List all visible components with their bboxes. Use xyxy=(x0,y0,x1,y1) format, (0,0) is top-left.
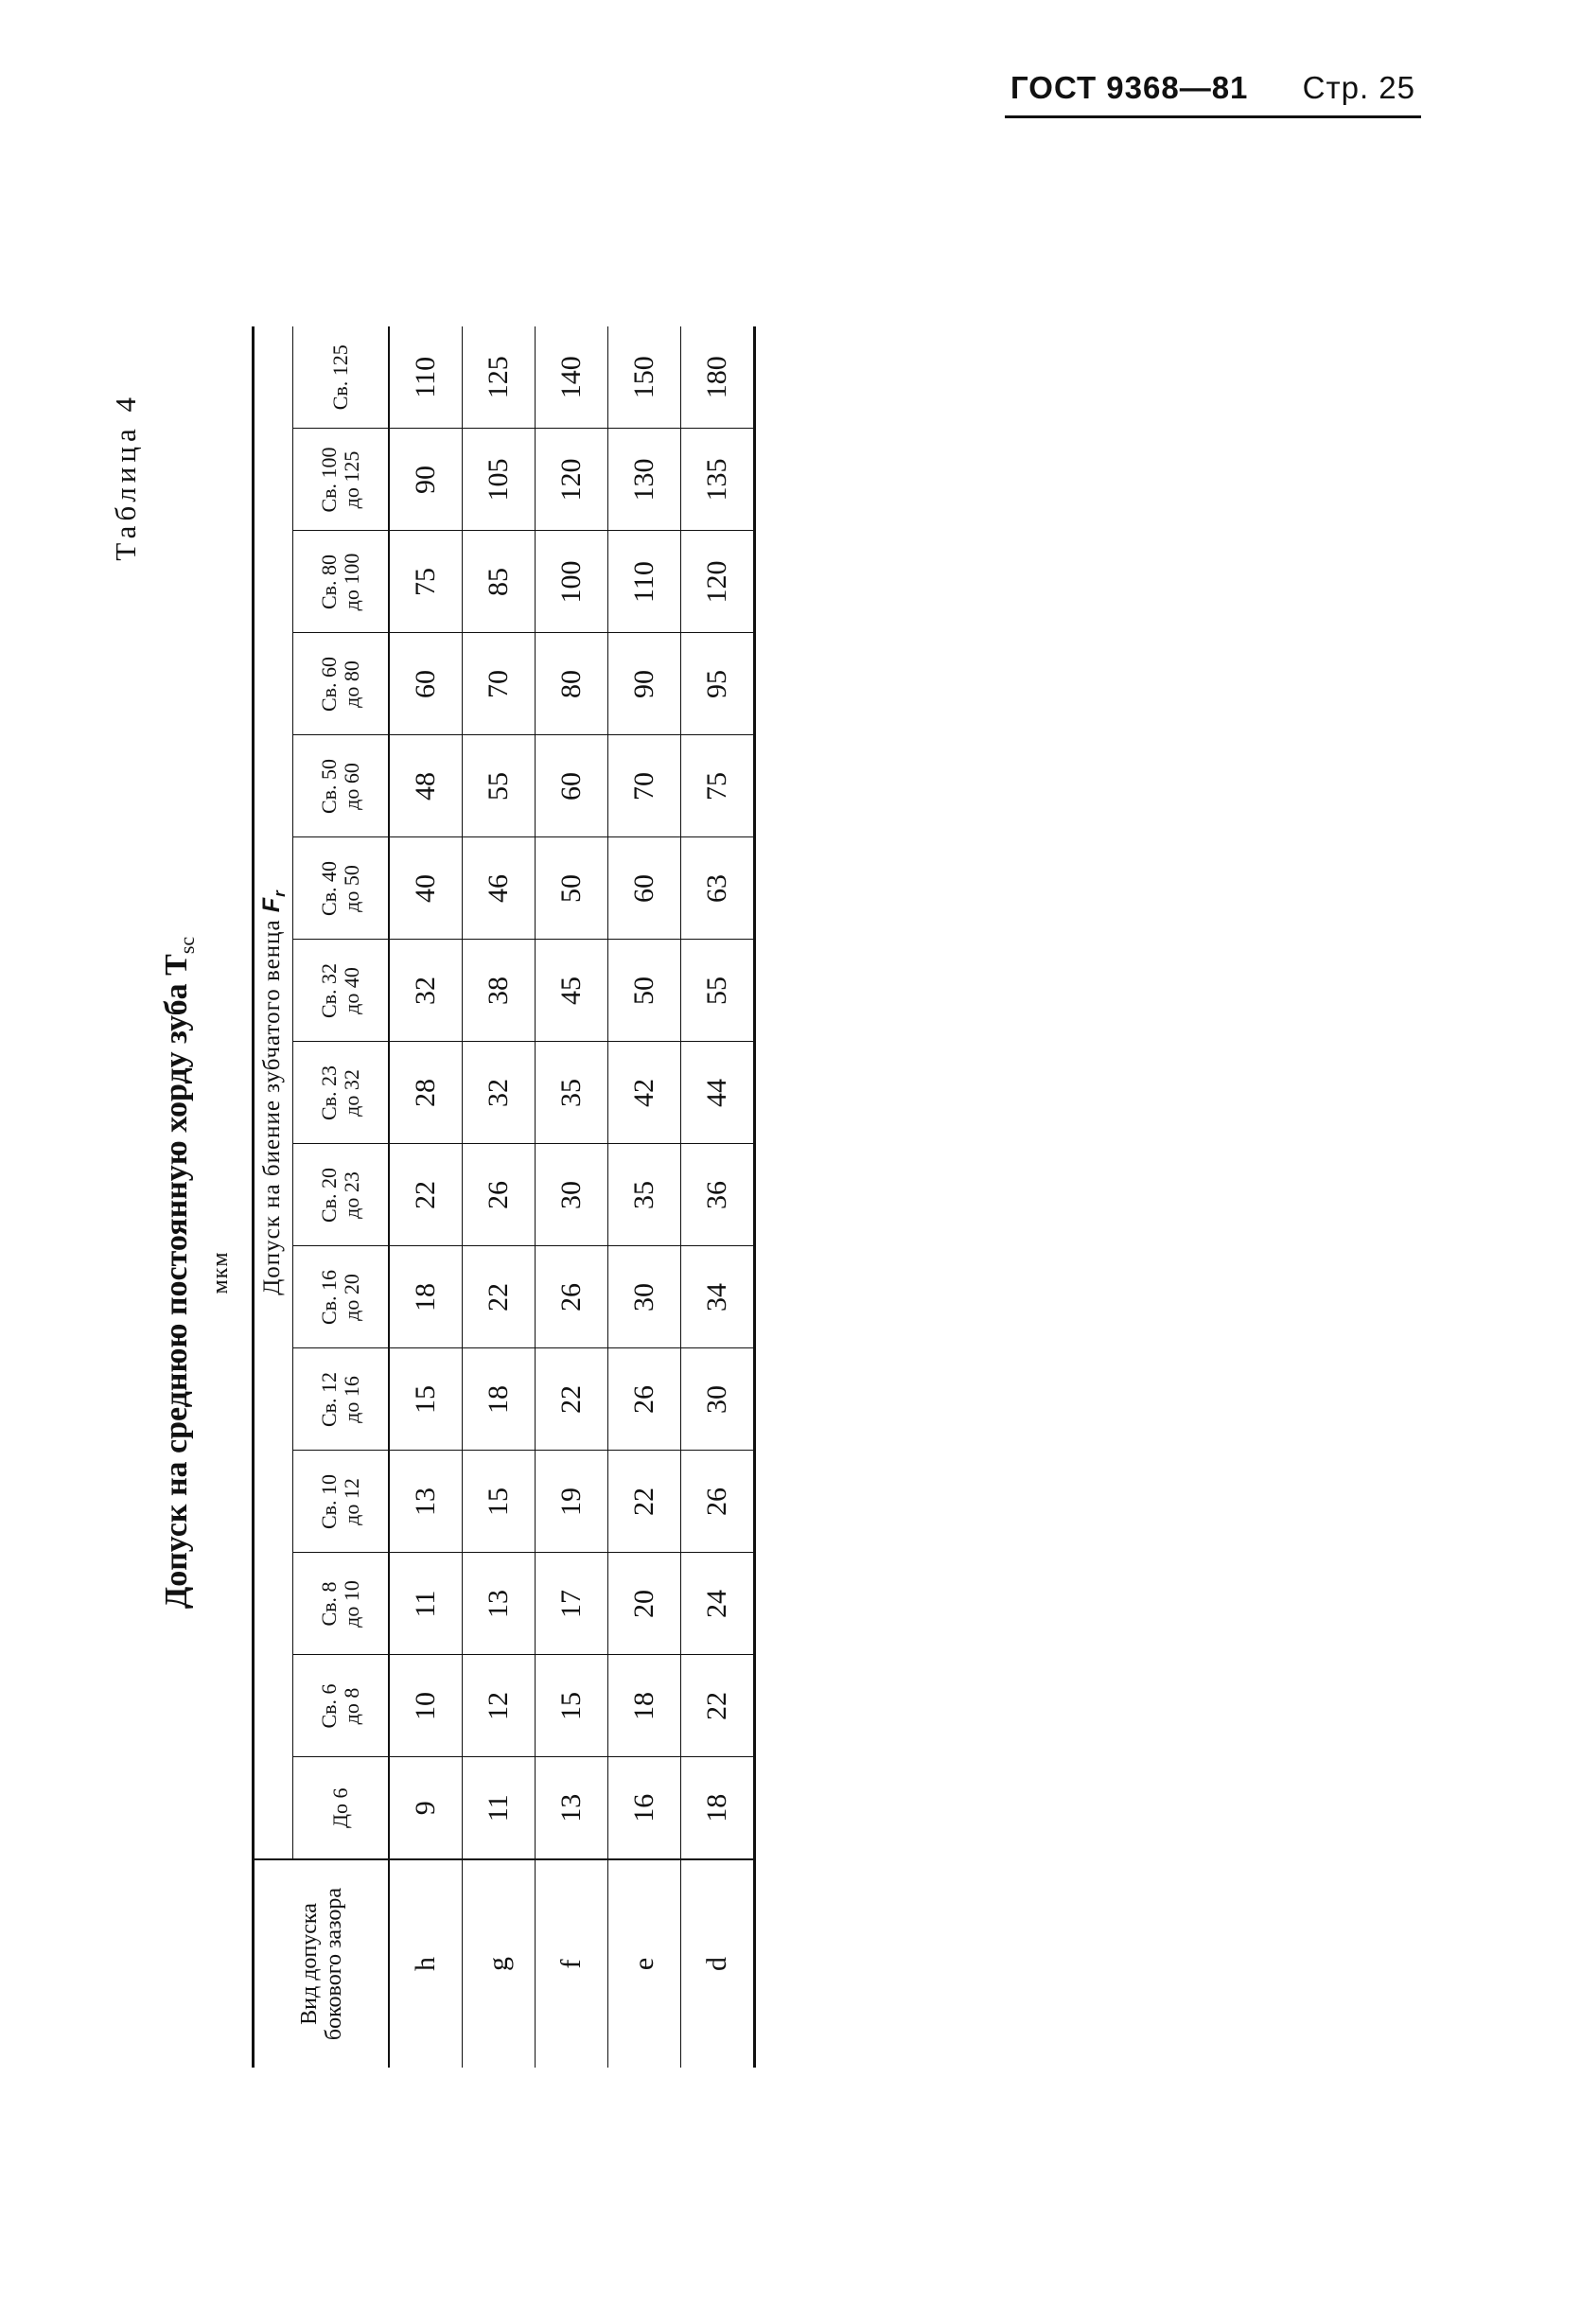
tolerance-value-cell: 150 xyxy=(608,326,681,429)
column-header-line-1: Св. 20 xyxy=(317,1167,341,1224)
tolerance-value-cell: 135 xyxy=(681,429,755,531)
tolerance-value-cell: 13 xyxy=(463,1553,536,1655)
tolerance-value-cell: 13 xyxy=(389,1451,463,1553)
tolerance-value-cell: 110 xyxy=(608,531,681,633)
column-header xyxy=(293,1144,390,1246)
table-row xyxy=(389,326,463,2068)
tolerance-value-cell: 9 xyxy=(389,1757,463,1859)
tolerance-value-cell: 95 xyxy=(681,633,755,735)
page-header xyxy=(1005,68,1421,118)
column-header-line-1: Св. 80 xyxy=(317,554,341,610)
column-header-line-2: до 40 xyxy=(340,967,363,1014)
tolerance-value-cell: 55 xyxy=(681,940,755,1042)
tolerance-value-cell: 50 xyxy=(608,940,681,1042)
tolerance-value-cell: 120 xyxy=(536,429,608,531)
clearance-kind-cell: f xyxy=(536,1859,608,2068)
standard-number: ГОСТ 9368—81 xyxy=(1010,70,1249,105)
tolerance-value-cell: 32 xyxy=(389,940,463,1042)
tolerance-value-cell: 15 xyxy=(463,1451,536,1553)
tolerance-value-cell: 44 xyxy=(681,1042,755,1144)
tolerance-value-cell: 105 xyxy=(463,429,536,531)
tolerance-value-cell: 15 xyxy=(389,1348,463,1451)
column-header xyxy=(293,1553,390,1655)
tolerance-value-cell: 60 xyxy=(389,633,463,735)
column-header-line-2: до 10 xyxy=(340,1580,363,1628)
tolerance-value-cell: 50 xyxy=(536,837,608,940)
column-header-line-2: до 8 xyxy=(340,1687,363,1725)
column-header-line-2: до 60 xyxy=(340,763,363,810)
tolerance-value-cell: 18 xyxy=(608,1655,681,1757)
tolerance-value-cell: 24 xyxy=(681,1553,755,1655)
table-label: Таблица 4 xyxy=(109,393,142,561)
tolerance-value-cell: 22 xyxy=(608,1451,681,1553)
column-header xyxy=(293,1655,390,1757)
column-header xyxy=(293,1451,390,1553)
tolerance-value-cell: 26 xyxy=(536,1246,608,1348)
table-row xyxy=(463,326,536,2068)
column-header-line-2: до 125 xyxy=(340,450,363,509)
table-row xyxy=(608,326,681,2068)
column-header xyxy=(293,735,390,837)
column-header-line-1: Св. 8 xyxy=(317,1581,341,1627)
tolerance-value-cell: 100 xyxy=(536,531,608,633)
tolerance-value-cell: 36 xyxy=(681,1144,755,1246)
tolerance-value-cell: 18 xyxy=(389,1246,463,1348)
group-header-symbol: $F_r$ xyxy=(257,889,289,913)
tolerance-value-cell: 26 xyxy=(608,1348,681,1451)
tolerance-value-cell: 17 xyxy=(536,1553,608,1655)
tolerance-value-cell: 110 xyxy=(389,326,463,429)
column-header xyxy=(293,1246,390,1348)
column-header-line-2: до 80 xyxy=(340,660,363,708)
column-header-line-1: Св. 12 xyxy=(317,1371,341,1428)
clearance-kind-cell: d xyxy=(681,1859,755,2068)
group-header xyxy=(254,326,293,1859)
tolerance-value-cell: 80 xyxy=(536,633,608,735)
tolerance-value-cell: 12 xyxy=(463,1655,536,1757)
table-title-subscript: sc xyxy=(174,936,199,955)
column-header xyxy=(293,837,390,940)
tolerance-value-cell: 13 xyxy=(536,1757,608,1859)
column-header-row xyxy=(293,326,390,2068)
column-header-line-1: Св. 23 xyxy=(317,1065,341,1121)
page-number: Стр. 25 xyxy=(1302,70,1415,105)
group-header-text: Допуск на биение зубчатого венца xyxy=(258,919,285,1295)
clearance-kind-cell: e xyxy=(608,1859,681,2068)
tolerance-value-cell: 48 xyxy=(389,735,463,837)
column-header-line-2: до 20 xyxy=(340,1274,363,1321)
row-header-line-1: Вид допуска xyxy=(296,1903,322,2025)
tolerance-value-cell: 42 xyxy=(608,1042,681,1144)
tolerance-value-cell: 60 xyxy=(608,837,681,940)
tolerance-value-cell: 55 xyxy=(463,735,536,837)
table-title-text: Допуск на среднюю постоянную хорду зуба T xyxy=(159,954,194,1610)
tolerance-value-cell: 20 xyxy=(608,1553,681,1655)
tolerance-value-cell: 140 xyxy=(536,326,608,429)
tolerance-value-cell: 90 xyxy=(389,429,463,531)
tolerance-value-cell: 16 xyxy=(608,1757,681,1859)
clearance-kind-cell: g xyxy=(463,1859,536,2068)
column-header-line-1: Св. 16 xyxy=(317,1269,341,1326)
column-header-line-1: Св. 50 xyxy=(317,758,341,815)
column-header-line-1: Св. 32 xyxy=(317,962,341,1019)
tolerance-value-cell: 22 xyxy=(536,1348,608,1451)
tolerance-value-cell: 22 xyxy=(389,1144,463,1246)
column-header-line-2: до 23 xyxy=(340,1171,363,1219)
column-header-line-1: Св. 60 xyxy=(317,656,341,713)
tolerance-value-cell: 35 xyxy=(608,1144,681,1246)
tolerance-value-cell: 120 xyxy=(681,531,755,633)
tolerance-value-cell: 40 xyxy=(389,837,463,940)
tolerance-value-cell: 10 xyxy=(389,1655,463,1757)
clearance-kind-cell: h xyxy=(389,1859,463,2068)
tolerance-value-cell: 30 xyxy=(536,1144,608,1246)
tolerance-value-cell: 85 xyxy=(463,531,536,633)
tolerance-value-cell: 38 xyxy=(463,940,536,1042)
tolerance-value-cell: 90 xyxy=(608,633,681,735)
row-header-line-2: бокового зазора xyxy=(321,1887,346,2041)
column-header-line-1: Св. 10 xyxy=(317,1473,341,1530)
column-header xyxy=(293,1348,390,1451)
table-title xyxy=(159,326,200,2219)
column-header xyxy=(293,633,390,735)
column-header-line-1: Св. 125 xyxy=(328,344,352,411)
tolerance-value-cell: 34 xyxy=(681,1246,755,1348)
tolerance-value-cell: 26 xyxy=(463,1144,536,1246)
tolerance-value-cell: 26 xyxy=(681,1451,755,1553)
column-header xyxy=(293,1757,390,1859)
table-row xyxy=(681,326,755,2068)
tolerance-value-cell: 70 xyxy=(608,735,681,837)
tolerance-value-cell: 30 xyxy=(681,1348,755,1451)
tolerance-value-cell: 60 xyxy=(536,735,608,837)
tolerance-value-cell: 18 xyxy=(463,1348,536,1451)
tolerance-value-cell: 75 xyxy=(681,735,755,837)
row-header-cell xyxy=(254,1859,390,2068)
column-header-line-2: до 100 xyxy=(340,553,363,611)
tolerance-value-cell: 18 xyxy=(681,1757,755,1859)
unit-label: мкм xyxy=(208,1251,233,1294)
tolerance-value-cell: 11 xyxy=(463,1757,536,1859)
tolerance-value-cell: 70 xyxy=(463,633,536,735)
column-header xyxy=(293,940,390,1042)
tolerance-value-cell: 125 xyxy=(463,326,536,429)
tolerance-value-cell: 15 xyxy=(536,1655,608,1757)
tolerance-value-cell: 28 xyxy=(389,1042,463,1144)
column-header-line-1: Св. 6 xyxy=(317,1683,341,1729)
column-header-line-2: до 32 xyxy=(340,1069,363,1117)
tolerance-value-cell: 130 xyxy=(608,429,681,531)
table-body xyxy=(389,326,755,2068)
column-header xyxy=(293,429,390,531)
column-header-line-2: до 16 xyxy=(340,1376,363,1423)
column-header-line-1: Св. 100 xyxy=(317,447,341,513)
tolerance-value-cell: 22 xyxy=(463,1246,536,1348)
column-header-line-2: до 50 xyxy=(340,865,363,912)
tolerance-value-cell: 11 xyxy=(389,1553,463,1655)
tolerance-value-cell: 75 xyxy=(389,531,463,633)
tolerance-value-cell: 45 xyxy=(536,940,608,1042)
rotated-table-block xyxy=(0,166,946,2219)
tolerance-value-cell: 180 xyxy=(681,326,755,429)
column-header xyxy=(293,326,390,429)
tolerance-value-cell: 19 xyxy=(536,1451,608,1553)
tolerance-value-cell: 35 xyxy=(536,1042,608,1144)
tolerance-table xyxy=(252,326,756,2068)
tolerance-value-cell: 22 xyxy=(681,1655,755,1757)
tolerance-value-cell: 30 xyxy=(608,1246,681,1348)
column-header-line-1: До 6 xyxy=(328,1787,352,1829)
table-row xyxy=(536,326,608,2068)
tolerance-value-cell: 46 xyxy=(463,837,536,940)
tolerance-value-cell: 32 xyxy=(463,1042,536,1144)
tolerance-value-cell: 63 xyxy=(681,837,755,940)
column-header xyxy=(293,531,390,633)
column-header-line-1: Св. 40 xyxy=(317,860,341,917)
column-header-line-2: до 12 xyxy=(340,1478,363,1525)
column-header xyxy=(293,1042,390,1144)
